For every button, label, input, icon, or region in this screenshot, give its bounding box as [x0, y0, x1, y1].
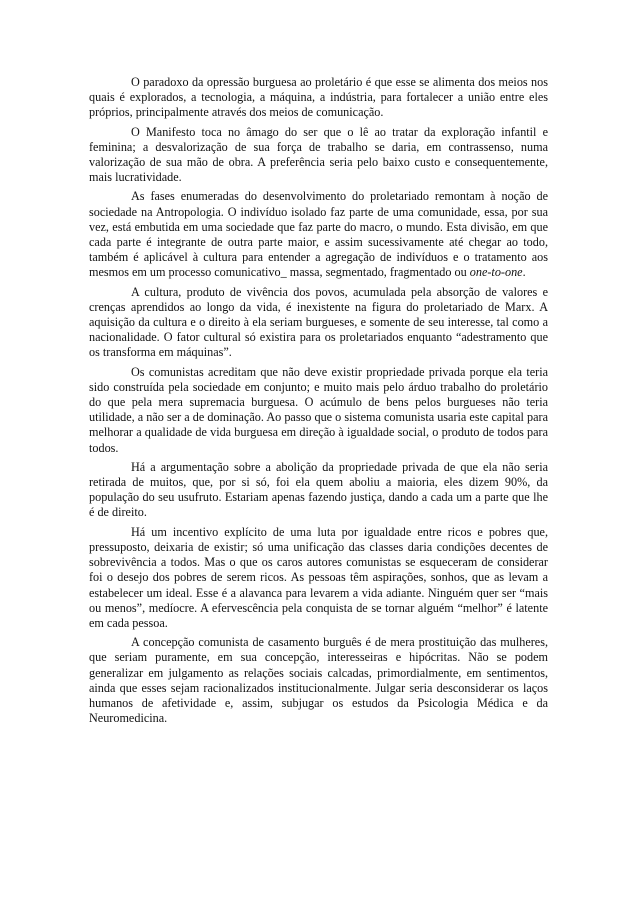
paragraph-1: O paradoxo da opressão burguesa ao proletário é que esse se alimenta dos meios nos quais é explorados, a tecnologia, a máquina, a indústria, para fortalecer a união entre eles próprios, principalmente através dos meios de comunicação. — [89, 75, 548, 120]
paragraph-5: Os comunistas acreditam que não deve existir propriedade privada porque ela teria sido construída pela sociedade em conjunto; e muito mais pelo árduo trabalho do proletário do que pela mera supremacia burguesa. O acúmulo de bens pelos burgueses não teria utilidade, a não ser a de dominação. Ao passo que o sistema comunista usaria este capital para melhorar a qualidade de vida burguesa em direção à igualdade social, o produto de todos para todos. — [89, 364, 548, 455]
paragraph-8: A concepção comunista de casamento burguês é de mera prostituição das mulheres, que seriam puramente, em sua concepção, interesseiras e hipócritas. Não se podem generalizar em julgamento as relações sociais calcadas, primordialmente, em sentimentos, ainda que esses sejam racionalizados institucionalmente. Julgar seria desconsiderar os laços humanos de afetividade e, assim, subjugar os estudos da Psicologia Médica e da Neuromedicina. — [89, 635, 548, 726]
paragraph-7: Há um incentivo explícito de uma luta por igualdade entre ricos e pobres que, pressuposto, deixaria de existir; só uma unificação das classes daria condições decentes de sobrevivência a todos. Mas o que os caros autores comunistas se esqueceram de considerar foi o desejo dos pobres de serem ricos. As pessoas têm aspirações, sonhos, que as levam a estabelecer um ideal. Esse é a alavanca para levarem a vida adiante. Ninguém quer ser “mais ou menos”, medíocre. A efervescência pela conquista de se tornar alguém “melhor” é latente em cada pessoa. — [89, 524, 548, 630]
paragraph-6: Há a argumentação sobre a abolição da propriedade privada de que ela não seria retirada de muitos, que, por si só, foi ela quem aboliu a maioria, eles dizem 90%, da população do seu usufruto. Estariam apenas fazendo justiça, dando a cada um a parte que lhe é de direito. — [89, 459, 548, 520]
document-page — [89, 75, 548, 730]
paragraph-4: A cultura, produto de vivência dos povos, acumulada pela absorção de valores e crenças aprendidos ao longo da vida, é inexistente na figura do proletariado de Marx. A aquisição da cultura e o direito à ela seriam burgueses, e somente de seu interesse, tal como a nacionalidade. O fator cultural só existira para os proletariados enquanto “adestramento que os transforma em máquinas”. — [89, 284, 548, 360]
paragraph-3: As fases enumeradas do desenvolvimento do proletariado remontam à noção de sociedade na Antropologia. O indivíduo isolado faz parte de uma comunidade, essa, por sua vez, está embutida em uma sociedade que faz parte do macro, o mundo. Esta divisão, em que cada parte é integrante de outra parte maior, e assim sucessivamente até chegar ao todo, também é aplicável à cultura para entender a agregação de indivíduos e o tratamento aos mesmos em um processo comunicativo_ massa, segmentado, fragmentado ou one-to-one. — [89, 189, 548, 280]
italic-term: one-to-one — [469, 265, 523, 280]
paragraph-2: O Manifesto toca no âmago do ser que o lê ao tratar da exploração infantil e feminina; a desvalorização de sua força de trabalho se daria, em contrassenso, numa valorização de sua mão de obra. A preferência seria pelo baixo custo e consequentemente, mais lucratividade. — [89, 124, 548, 185]
